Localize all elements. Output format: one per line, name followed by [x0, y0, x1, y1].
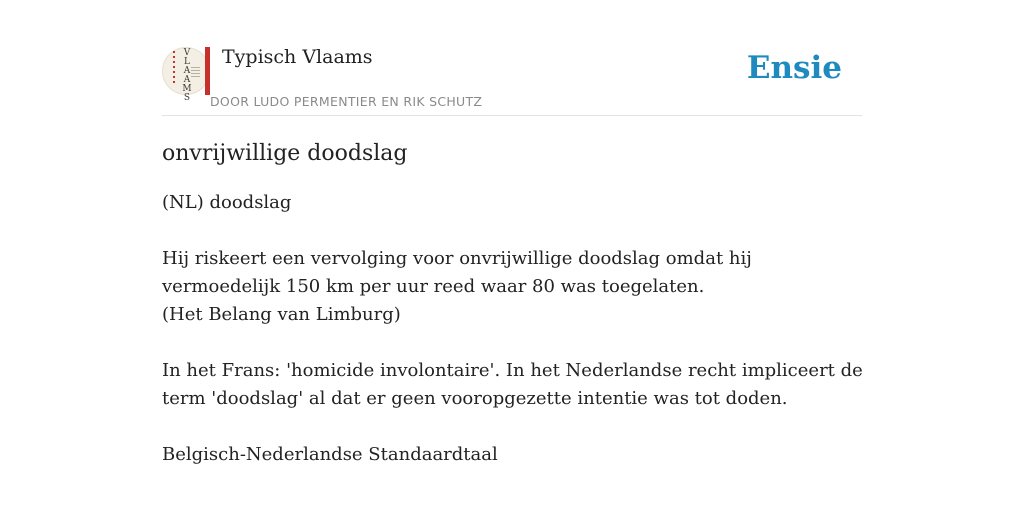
- entry-paragraph-source: (Het Belang van Limburg): [162, 304, 401, 325]
- site-name-link[interactable]: Typisch Vlaams: [222, 46, 373, 68]
- site-header: [162, 0, 862, 116]
- entry-paragraph-note: In het Frans: 'homicide involontaire'. In het Nederlandse recht impliceert de term 'doodslag' al dat er geen vooropgezette intentie was tot doden.: [162, 360, 863, 409]
- avatar-letters: V L A A M S: [182, 48, 192, 103]
- avatar-red-marks: [173, 51, 175, 85]
- entry-content: [162, 137, 872, 497]
- entry-paragraph-example: Hij riskeert een vervolging voor onvrijwillige doodslag omdat hij vermoedelijk 150 km per uur reed waar 80 was toegelaten.: [162, 248, 752, 297]
- entry-body: [162, 189, 872, 469]
- avatar-red-edge: [205, 47, 210, 95]
- author-byline: DOOR LUDO PERMENTIER EN RIK SCHUTZ: [210, 94, 483, 109]
- author-avatar[interactable]: [162, 47, 210, 103]
- entry-title: onvrijwillige doodslag: [162, 141, 408, 166]
- entry-paragraph-category: Belgisch-Nederlandse Standaardtaal: [162, 444, 498, 465]
- avatar-small-text: [191, 67, 200, 77]
- ensie-logo[interactable]: Ensie: [746, 50, 842, 86]
- entry-paragraph-definition: (NL) doodslag: [162, 192, 292, 213]
